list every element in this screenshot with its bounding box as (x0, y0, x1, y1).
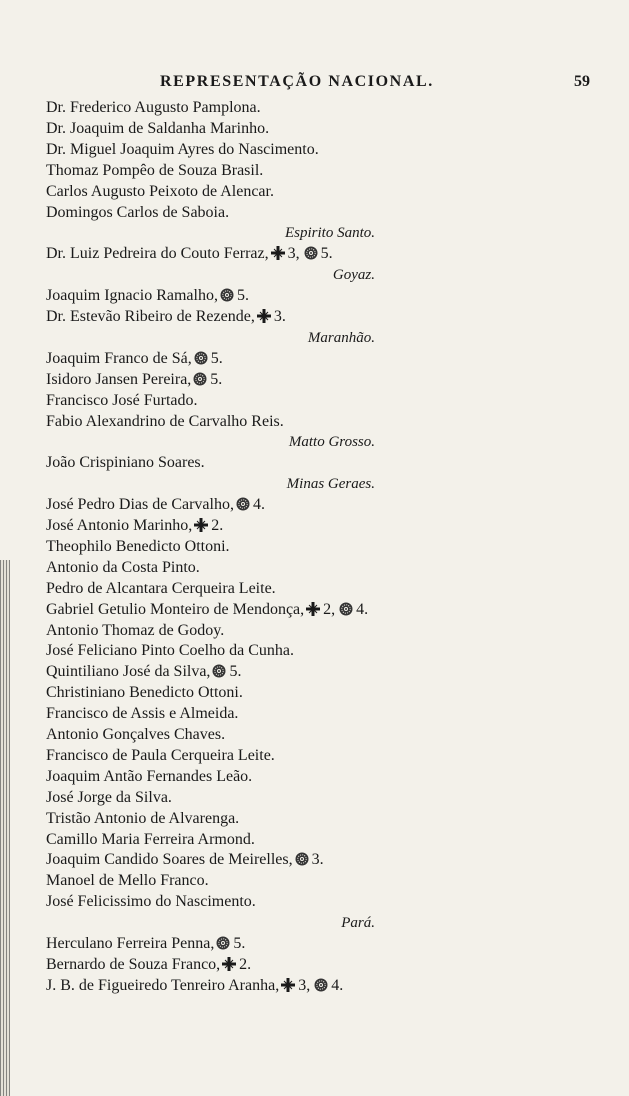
rose-order-icon (193, 372, 207, 386)
member-name: Manoel de Mello Franco. (46, 872, 209, 890)
member-name: Dr. Joaquim de Saldanha Marinho. (46, 119, 270, 137)
member-line (46, 725, 225, 745)
member-line (46, 976, 345, 996)
member-line (46, 683, 243, 703)
member-line (46, 98, 261, 118)
member-line (46, 600, 370, 620)
section-heading (289, 432, 375, 452)
member-name: Francisco José Furtado. (46, 391, 198, 409)
order-grade: 2, (323, 600, 336, 618)
section-heading (285, 223, 375, 243)
rose-order-icon (212, 664, 226, 678)
rose-order-icon (295, 852, 309, 866)
section-heading-text: Espirito Santo. (284, 225, 375, 242)
member-line (46, 621, 224, 641)
section-heading-text: Maranhão. (307, 329, 375, 346)
member-name: Theophilo Benedicto Ottoni. (46, 537, 230, 555)
member-line (46, 307, 288, 327)
book-spine-shadow (0, 560, 10, 1096)
order-grade: 3. (311, 851, 324, 869)
member-name: Fabio Alexandrino de Carvalho Reis. (46, 412, 284, 430)
cross-order-icon (257, 309, 271, 323)
section-heading-text: Pará. (341, 915, 375, 932)
order-grade: 4. (331, 976, 344, 994)
member-line (46, 161, 263, 181)
member-line (46, 558, 200, 578)
member-line (46, 537, 230, 557)
member-line (46, 767, 252, 787)
member-line (46, 788, 172, 808)
member-name: José Jorge da Silva. (46, 788, 172, 806)
member-name: Antonio da Costa Pinto. (46, 558, 200, 576)
member-line (46, 579, 276, 599)
order-grade: 5. (229, 663, 242, 681)
member-name: Dr. Estevão Ribeiro de Rezende, (46, 308, 255, 325)
member-name: José Pedro Dias de Carvalho, (46, 496, 234, 514)
section-heading (333, 265, 375, 285)
member-name: Thomaz Pompêo de Souza Brasil. (46, 161, 264, 179)
member-name: Joaquim Candido Soares de Meirelles, (46, 851, 293, 869)
cross-order-icon (271, 246, 285, 260)
member-name: Quintiliano José da Silva, (46, 663, 211, 681)
member-name: J. B. de Figueiredo Tenreiro Aranha, (46, 976, 280, 994)
cross-order-icon (281, 978, 295, 992)
member-name: Joaquim Ignacio Ramalho, (46, 287, 218, 305)
member-name: José Antonio Marinho, (46, 517, 193, 534)
rose-order-icon (194, 351, 208, 365)
order-grade: 5. (210, 370, 223, 388)
member-name: João Crispiniano Soares. (46, 454, 205, 472)
running-header (0, 73, 629, 97)
member-line (46, 182, 274, 202)
member-line (46, 119, 269, 139)
section-heading-text: Goyaz. (332, 267, 375, 284)
member-line (46, 641, 294, 661)
order-grade: 2. (239, 955, 252, 973)
cross-order-icon (306, 602, 320, 616)
section-heading-text: Matto Grosso. (288, 434, 375, 451)
member-name: Tristão Antonio de Alvarenga. (46, 809, 240, 827)
member-line (46, 286, 251, 306)
member-line (46, 809, 239, 829)
member-line (46, 662, 243, 682)
member-name: Francisco de Paula Cerqueira Leite. (46, 746, 275, 764)
rose-order-icon (220, 288, 234, 302)
page-number: 59 (574, 73, 590, 90)
cross-order-icon (222, 957, 236, 971)
member-name: Christiniano Benedicto Ottoni. (46, 684, 243, 702)
member-name: Joaquim Antão Fernandes Leão. (46, 767, 253, 785)
rose-order-icon (314, 978, 328, 992)
member-line (46, 140, 319, 160)
member-name: José Feliciano Pinto Coelho da Cunha. (46, 642, 294, 660)
order-grade: 5. (236, 287, 249, 305)
member-line (46, 704, 238, 724)
member-name: Joaquim Franco de Sá, (46, 349, 192, 367)
member-line (46, 391, 198, 411)
member-name: Dr. Frederico Augusto Pamplona. (46, 99, 261, 116)
header-title: REPRESENTAÇÃO NACIONAL. (160, 73, 434, 90)
order-grade: 5. (210, 349, 223, 367)
rose-order-icon (339, 602, 353, 616)
member-name: Carlos Augusto Peixoto de Alencar. (46, 182, 274, 200)
section-heading (341, 913, 375, 933)
member-line (46, 495, 267, 515)
order-grade: 3, (287, 245, 300, 263)
member-name: Domingos Carlos de Saboia. (46, 203, 230, 221)
member-line (46, 850, 326, 870)
member-name: Antonio Gonçalves Chaves. (46, 726, 226, 743)
rose-order-icon (216, 936, 230, 950)
member-name: Camillo Maria Ferreira Armond. (46, 830, 255, 848)
member-line (46, 244, 335, 264)
member-name: Herculano Ferreira Penna, (46, 935, 215, 952)
member-name: Bernardo de Souza Franco, (46, 955, 221, 973)
order-grade: 4. (252, 496, 265, 514)
member-name: Isidoro Jansen Pereira, (46, 370, 192, 388)
member-line (46, 871, 209, 891)
member-name: Antonio Thomaz de Godoy. (46, 621, 225, 639)
order-grade: 5. (320, 245, 333, 263)
section-heading (287, 474, 375, 494)
member-line (46, 830, 255, 850)
member-line (46, 203, 229, 223)
rose-order-icon (236, 497, 250, 511)
order-grade: 3. (273, 308, 286, 325)
order-grade: 3, (298, 976, 311, 994)
member-name: José Felicissimo do Nascimento. (46, 893, 256, 911)
order-grade: 5. (233, 935, 246, 952)
member-name: Gabriel Getulio Monteiro de Mendonça, (46, 600, 305, 618)
member-line (46, 516, 225, 536)
member-name: Pedro de Alcantara Cerqueira Leite. (46, 579, 276, 597)
member-line (46, 746, 275, 766)
member-name: Francisco de Assis e Almeida. (46, 705, 239, 723)
rose-order-icon (304, 246, 318, 260)
section-heading (308, 328, 375, 348)
member-name: Dr. Miguel Joaquim Ayres do Nascimento. (46, 140, 319, 158)
member-line (46, 955, 253, 975)
member-line (46, 934, 247, 954)
order-grade: 4. (356, 600, 369, 618)
member-line (46, 370, 224, 390)
member-line (46, 349, 225, 369)
order-grade: 2. (211, 517, 224, 534)
member-line (46, 453, 205, 473)
member-line (46, 892, 256, 912)
member-line (46, 412, 284, 432)
member-name: Dr. Luiz Pedreira do Couto Ferraz, (46, 245, 269, 263)
section-heading-text: Minas Geraes. (286, 476, 375, 493)
cross-order-icon (194, 518, 208, 532)
